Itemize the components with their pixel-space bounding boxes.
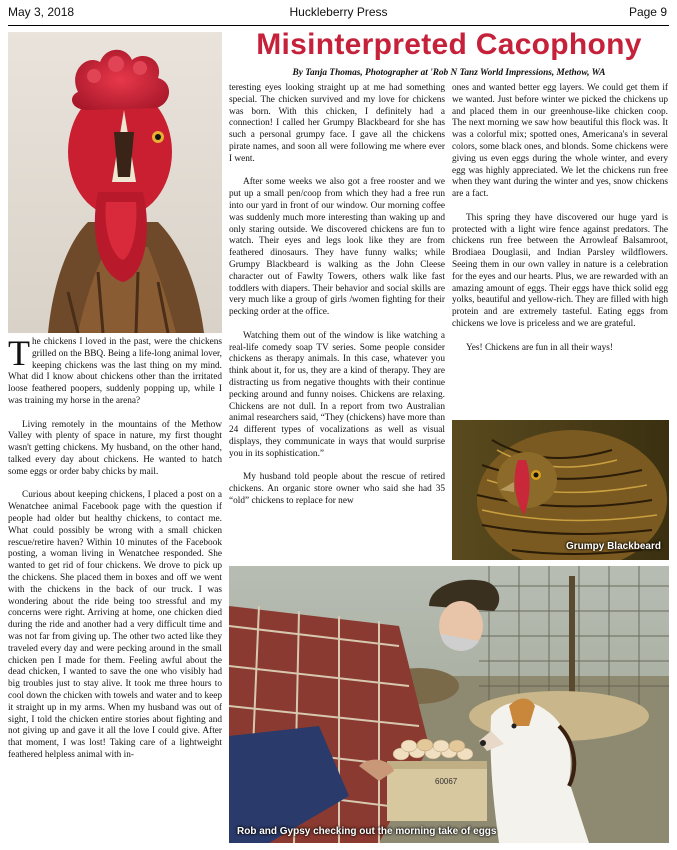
article-column-1 [8, 333, 222, 773]
rob-and-gypsy-photo [229, 566, 669, 843]
grumpy-blackbeard-photo [452, 420, 669, 560]
photo-caption: Rob and Gypsy checking out the morning take of eggs [237, 826, 497, 837]
page-header [0, 0, 677, 24]
photo-caption: Grumpy Blackbeard [565, 541, 661, 552]
paragraph: Yes! Chickens are fun in all their ways! [466, 342, 613, 353]
paragraph: My husband told people about the rescue of retired chickens. An organic store owner who said she had 35 “old” chickens to replace for new [229, 472, 445, 506]
article-column-3 [452, 83, 668, 366]
egg-carton-label: 60067 [435, 777, 458, 786]
article-title: Misinterpreted Cacophony [256, 28, 642, 61]
publication-name: Huckleberry Press [289, 5, 388, 19]
page-number: Page 9 [628, 5, 667, 19]
rooster-photo [8, 32, 222, 333]
paragraph: After some weeks we also got a free rooster and we put up a small pen/coop from which they had a free run into our yard in front of our window. Our morning coffee was suddenly much more interesting than waking up and only staring outside. We discovered chickens are fun to watch. Their eyes and legs look like they are from feathered dinosaurs. They have funny walks; while Grumpy Blackbeard is walking as the John Cleese character out of Fawlty Towers, others walk like fast toddlers with diapers. Their behavior and social skills are very much like a group of girls /women fighting for their pecking order at the office. [229, 177, 445, 318]
paragraph: ones and wanted better egg layers. We could get them if we wanted. Just before winter we picked the chickens up and placed them in our greenhouse-like chicken coop. The next morning we saw how beautiful this flock was. It was a colorful mix; spotted ones, Americana's in several colors, some black ones, and blonds. Some chickens were giving us even eggs during the whole winter, and every egg was highly appreciated. We let the chickens run free when they want during the winter and yes, snow chickens are a fact. [452, 83, 668, 200]
paragraph: Watching them out of the window is like watching a real-life comedy soap TV series. Some people consider chickens as therapy animals. In this case, whatever you think about it, for us, they are a kind of therapy. They are distracting us from negative thoughts with their continue pecking around and funny noises. Chickens are relaxing. Chickens are not dull. In a report from two Australian animal researchers said, “They (chickens) have more than 24 different types of vocalizations as well as visual displays, they communicate in ways that would surprise you in its sophistication.” [229, 330, 445, 459]
paragraph: teresting eyes looking straight up at me had something special. The chicken survived and my love for chickens was born. With this chicken, I definitely had a connection! I called her Grumpy Blackbeard for she has such a personal grumpy face. I gave all the chickens pirate names, and soon all were following me where ever I went. [229, 83, 445, 164]
paragraph-text: he chickens I loved in the past, were the chickens grilled on the BBQ. Being a life-long animal lover, keeping chickens was the last thing on my mind. What did I know about chickens other than the irritated loose feathered poopers, suddenly popping up, while I was training my horse in the arena? [8, 337, 222, 406]
drop-cap: T [8, 333, 30, 373]
paragraph: Living remotely in the mountains of the Methow Valley with plenty of space in nature, my first thought wasn't getting chickens. My husband, on the other hand, talked every day about chickens. He wanted to hatch some eggs or order baby chicks by mail. [8, 419, 222, 477]
paragraph: Curious about keeping chickens, I placed a post on a Wenatchee animal Facebook page with the question if people had older but healthy chickens, to contact me. What could possibly be wrong with a small chicken rescue/retire haven? Within 10 minutes of the Facebook posting, a woman living in Wenatchee responded. She wanted to get rid of four chickens. We drove to pick up the chickens. She placed them in boxes and off we went with the chickens in the back of our truck. I was wondering about the ride being too stressful and my concerns were right. Arriving at home, one chicken died during the ride and another had a very difficult time and was not far from giving up. The other two acted like they traveled every day and were pecking around in the small chicken pen I made for them. Feeling awful about the dead chicken, I wanted to save the one who visibly had big troubles just to stay alive. It took me three hours to cool down the chicken with towels and water and to keep it straight up in my arms. When my husband was out of sight, I told the chicken entire stories about fighting and not giving up and gave it all the love I could give. After that moment, I was lost! Taking care of a lightweight feathered helpless animal with in- [8, 490, 222, 760]
paragraph: This spring they have discovered our huge yard is protected with a light wire fence against predators. The chickens run free between the Arrowleaf Balsamroot, Brodiaea Douglasii, and Indian Parsley wildflowers. Seeing them in our own valley in nature is a celebration for the eyes and our hearts. Plus, we are rewarded with an amazing amount of eggs. Their eggs have thick solid egg yolks, beautiful and yellow-rich. They are filled with high protein and are extremely tasteful. Eating eggs from chickens we love is priceless and we are grateful. [452, 212, 668, 329]
header-rule [8, 25, 669, 26]
paragraph [8, 333, 222, 408]
article-byline: By Tanja Thomas, Photographer at 'Rob N Tanz World Impressions, Methow, WA [292, 68, 606, 78]
article-column-2 [229, 83, 445, 519]
issue-date: May 3, 2018 [8, 5, 75, 19]
